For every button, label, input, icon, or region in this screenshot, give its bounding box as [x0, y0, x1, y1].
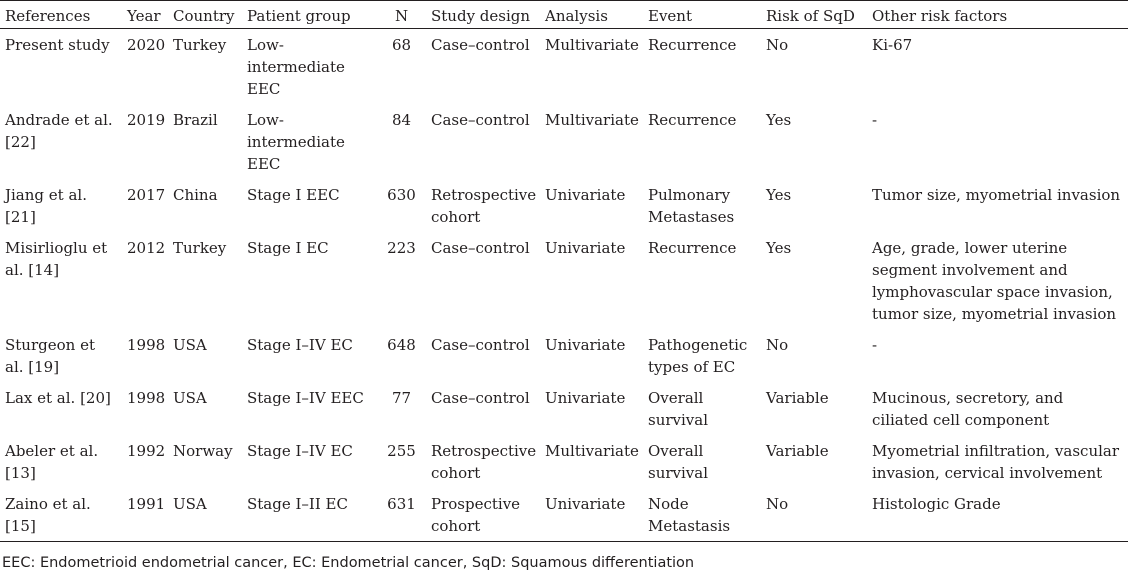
- header-row: [0, 1, 1128, 29]
- cell-patient-group: Stage I–IV EEC: [247, 389, 364, 407]
- cell-references: Abeler et al. [13]: [5, 442, 99, 482]
- cell-country: USA: [173, 389, 207, 407]
- header-analysis: Analysis: [545, 7, 608, 25]
- cell-other-risk-factors: Myometrial infiltration, vascular invasion, cervical involvement: [872, 442, 1120, 482]
- table-footnote: EEC: Endometrioid endometrial cancer, EC: Endometrial cancer, SqD: Squamous differentiation: [2, 555, 695, 571]
- header-study-design: Study design: [431, 7, 531, 25]
- cell-event: Overall survival: [648, 389, 709, 429]
- cell-other-risk-factors: Ki-67: [872, 36, 913, 54]
- cell-n: 648: [387, 336, 416, 354]
- cell-year: 2017: [127, 186, 166, 204]
- table-row: [0, 104, 1128, 179]
- cell-other-risk-factors: Histologic Grade: [872, 495, 1001, 513]
- cell-risk-of-sqd: Variable: [766, 389, 829, 407]
- cell-study-design: Case–control: [431, 389, 530, 407]
- cell-analysis: Univariate: [545, 336, 626, 354]
- cell-n: 255: [387, 442, 416, 460]
- cell-year: 2012: [127, 239, 166, 257]
- table-body: [0, 29, 1128, 542]
- cell-year: 1998: [127, 336, 166, 354]
- cell-n: 84: [391, 111, 412, 129]
- cell-event: Pathogenetic types of EC: [648, 336, 748, 376]
- table-row: [0, 179, 1128, 232]
- cell-year: 1998: [127, 389, 166, 407]
- header-event: Event: [648, 7, 692, 25]
- cell-country: Turkey: [173, 239, 227, 257]
- header-country: Country: [173, 7, 235, 25]
- cell-analysis: Multivariate: [545, 442, 639, 460]
- cell-country: USA: [173, 495, 207, 513]
- cell-other-risk-factors: Mucinous, secretory, and ciliated cell component: [872, 389, 1064, 429]
- cell-patient-group: Stage I–IV EC: [247, 442, 353, 460]
- table-row: [0, 29, 1128, 105]
- header-year: Year: [127, 7, 161, 25]
- cell-n: 68: [391, 36, 412, 54]
- cell-study-design: Retrospective cohort: [431, 442, 537, 482]
- cell-country: Norway: [173, 442, 233, 460]
- cell-analysis: Univariate: [545, 389, 626, 407]
- cell-risk-of-sqd: No: [766, 36, 789, 54]
- cell-country: USA: [173, 336, 207, 354]
- cell-country: China: [173, 186, 218, 204]
- cell-n: 223: [387, 239, 416, 257]
- cell-study-design: Case–control: [431, 239, 530, 257]
- header-patient-group: Patient group: [247, 7, 351, 25]
- cell-patient-group: Low-intermediate EEC: [247, 36, 345, 98]
- cell-n: 631: [387, 495, 416, 513]
- cell-country: Turkey: [173, 36, 227, 54]
- cell-references: Andrade et al. [22]: [5, 111, 113, 151]
- cell-event: Node Metastasis: [648, 495, 731, 535]
- cell-event: Pulmonary Metastases: [648, 186, 735, 226]
- cell-event: Recurrence: [648, 36, 737, 54]
- cell-study-design: Case–control: [431, 36, 530, 54]
- cell-event: Overall survival: [648, 442, 709, 482]
- cell-study-design: Prospective cohort: [431, 495, 521, 535]
- cell-risk-of-sqd: Yes: [766, 239, 792, 257]
- table-row: [0, 329, 1128, 382]
- cell-other-risk-factors: Age, grade, lower uterine segment involvement and lymphovascular space invasion, tumor size, myometrial invasion: [872, 239, 1117, 323]
- cell-study-design: Retrospective cohort: [431, 186, 537, 226]
- table-row: [0, 232, 1128, 329]
- table-row: [0, 488, 1128, 542]
- cell-n: 77: [391, 389, 412, 407]
- cell-patient-group: Stage I–IV EC: [247, 336, 353, 354]
- header-n: N: [394, 7, 409, 25]
- cell-event: Recurrence: [648, 111, 737, 129]
- cell-references: Present study: [5, 36, 110, 54]
- cell-n: 630: [387, 186, 416, 204]
- cell-patient-group: Stage I EEC: [247, 186, 340, 204]
- header-references: References: [5, 7, 91, 25]
- header-other-risk-factors: Other risk factors: [872, 7, 1008, 25]
- header-risk-of-sqd: Risk of SqD: [766, 7, 855, 25]
- table-row: [0, 435, 1128, 488]
- cell-year: 2020: [127, 36, 166, 54]
- cell-year: 1991: [127, 495, 166, 513]
- cell-patient-group: Stage I EC: [247, 239, 329, 257]
- cell-patient-group: Low-intermediate EEC: [247, 111, 345, 173]
- cell-year: 2019: [127, 111, 166, 129]
- cell-risk-of-sqd: Variable: [766, 442, 829, 460]
- cell-year: 1992: [127, 442, 166, 460]
- cell-event: Recurrence: [648, 239, 737, 257]
- cell-study-design: Case–control: [431, 336, 530, 354]
- cell-risk-of-sqd: No: [766, 336, 789, 354]
- cell-analysis: Univariate: [545, 186, 626, 204]
- cell-other-risk-factors: Tumor size, myometrial invasion: [872, 186, 1121, 204]
- cell-analysis: Multivariate: [545, 36, 639, 54]
- cell-references: Misirlioglu et al. [14]: [5, 239, 108, 279]
- cell-references: Lax et al. [20]: [5, 389, 111, 407]
- cell-analysis: Multivariate: [545, 111, 639, 129]
- cell-references: Sturgeon et al. [19]: [5, 336, 95, 376]
- cell-country: Brazil: [173, 111, 218, 129]
- cell-references: Jiang et al. [21]: [5, 186, 87, 226]
- cell-study-design: Case–control: [431, 111, 530, 129]
- cell-risk-of-sqd: Yes: [766, 186, 792, 204]
- cell-analysis: Univariate: [545, 239, 626, 257]
- cell-risk-of-sqd: No: [766, 495, 789, 513]
- cell-analysis: Univariate: [545, 495, 626, 513]
- cell-other-risk-factors: -: [872, 111, 878, 129]
- cell-other-risk-factors: -: [872, 336, 878, 354]
- table-row: [0, 382, 1128, 435]
- cell-patient-group: Stage I–II EC: [247, 495, 348, 513]
- cell-risk-of-sqd: Yes: [766, 111, 792, 129]
- cell-references: Zaino et al. [15]: [5, 495, 91, 535]
